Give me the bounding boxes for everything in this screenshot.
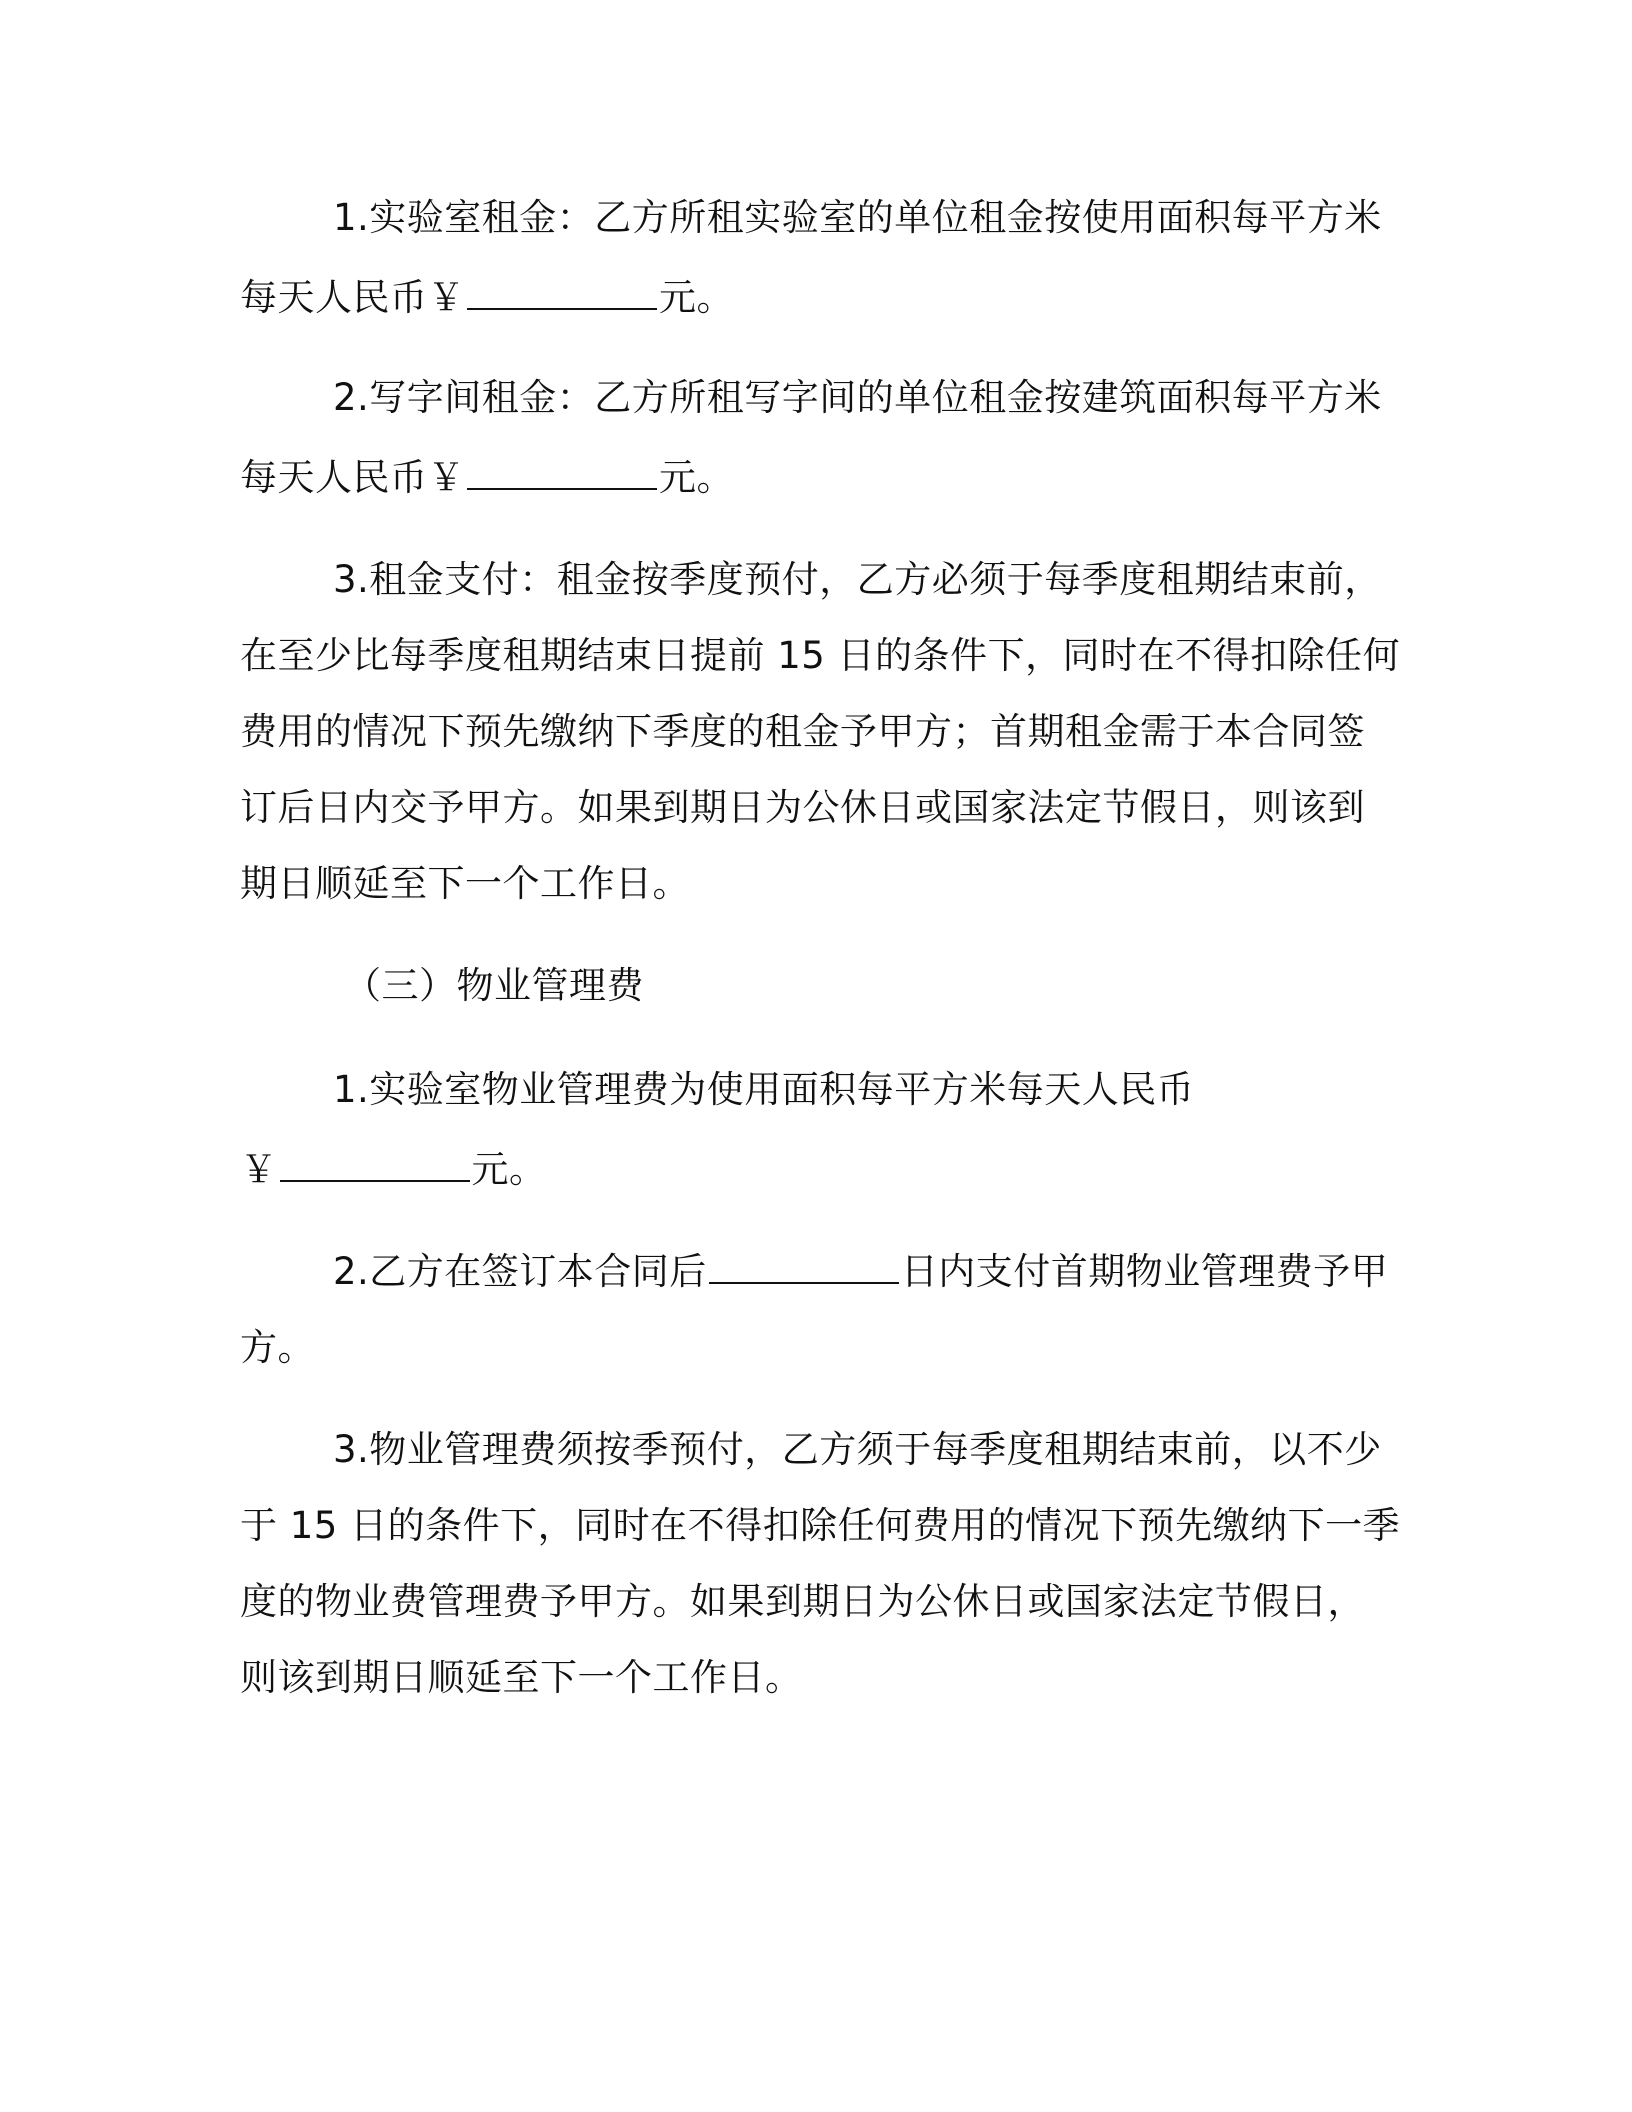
office-rent-blank[interactable] [467,452,657,490]
rent-item-2-line-1: 2.写字间租金：乙方所租写字间的单位租金按建筑面积每平方米 [333,376,1382,419]
rent-item-3-line-3: 费用的情况下预先缴纳下季度的租金予甲方；首期租金需于本合同签 [240,710,1365,753]
rent-item-3-line-2: 在至少比每季度租期结束日提前 15 日的条件下，同时在不得扣除任何 [240,634,1401,677]
rent-item-2-line-2: 每天人民币￥ 元。 [240,452,734,502]
rent-item-1-line-1: 1.实验室租金：乙方所租实验室的单位租金按使用面积每平方米 [333,196,1382,239]
section-heading-property-fee: （三）物业管理费 [344,964,644,1007]
rent-item-3-line-1: 3.租金支付：租金按季度预付，乙方必须于每季度租期结束前， [333,558,1382,601]
property-item-3-line-4: 则该到期日顺延至下一个工作日。 [240,1656,803,1699]
property-item-3-line-3: 度的物业费管理费予甲方。如果到期日为公休日或国家法定节假日， [240,1580,1365,1623]
property-fee-blank[interactable] [280,1144,470,1182]
rent-item-3-line-4: 订后日内交予甲方。如果到期日为公休日或国家法定节假日，则该到 [240,786,1365,829]
rent-item-3-line-5: 期日顺延至下一个工作日。 [240,862,690,905]
rent-item-1-line-2: 每天人民币￥ 元。 [240,272,734,322]
property-item-2-line-1: 2.乙方在签订本合同后 日内支付首期物业管理费予甲 [333,1246,1388,1296]
property-item-1-line-1: 1.实验室物业管理费为使用面积每平方米每天人民币 [333,1068,1195,1111]
payment-days-blank[interactable] [709,1246,899,1284]
lab-rent-blank[interactable] [467,272,657,310]
property-item-3-line-2: 于 15 日的条件下，同时在不得扣除任何费用的情况下预先缴纳下一季 [240,1504,1401,1547]
property-item-1-line-2: ￥ 元。 [240,1144,547,1194]
property-item-2-line-2: 方。 [240,1326,315,1369]
property-item-3-line-1: 3.物业管理费须按季预付，乙方须于每季度租期结束前，以不少 [333,1428,1382,1471]
